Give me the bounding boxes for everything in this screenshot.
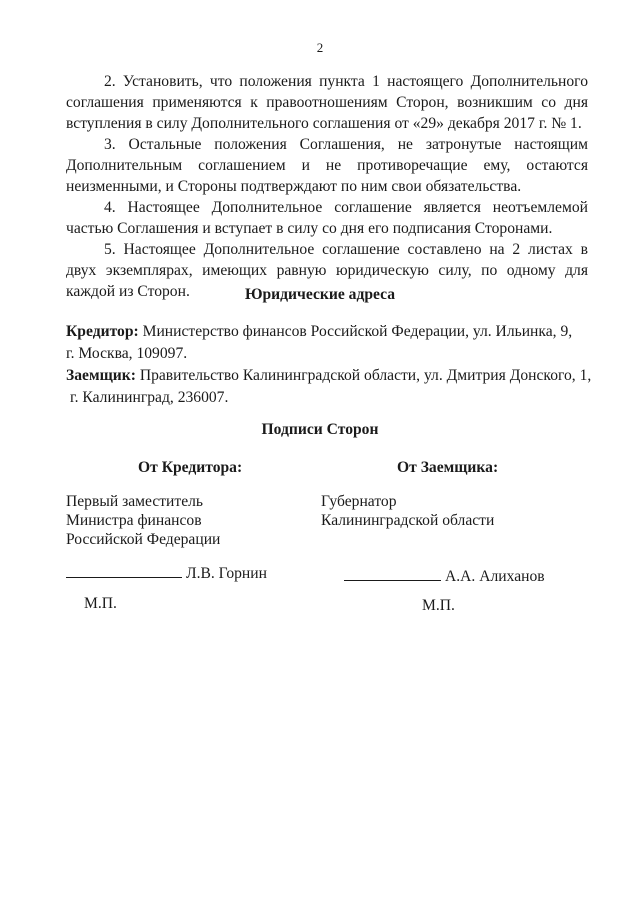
borrower-signatory-name: А.А. Алиханов [445, 568, 545, 585]
borrower-stamp-place: М.П. [422, 597, 455, 614]
paragraph-4: 4. Настоящее Дополнительное соглашение является неотъемлемой частью Соглашения и вступает в силу со дня его подписания Сторонами. [66, 199, 588, 237]
borrower-position-line: Калининградской области [321, 512, 495, 529]
creditor-position-line: Российской Федерации [66, 531, 221, 548]
creditor-address-text: Министерство финансов Российской Федерации, ул. Ильинка, 9, [142, 323, 573, 340]
paragraph-3: 3. Остальные положения Соглашения, не затронутые настоящим Дополнительным соглашением и не противоречащие ему, остаются неизменными, и Стороны подтверждают по ним свои обязательства. [66, 136, 588, 195]
page-number: 2 [316, 40, 324, 55]
addresses-heading: Юридические адреса [244, 286, 396, 303]
creditor-position [66, 492, 220, 549]
creditor-stamp-place: М.П. [84, 595, 117, 612]
signatures-heading: Подписи Сторон [261, 421, 379, 438]
borrower-position [321, 492, 494, 530]
creditor-address [66, 321, 596, 365]
signature-underline [66, 563, 182, 578]
creditor-label: Кредитор: [66, 323, 139, 340]
creditor-signature-heading: От Кредитора: [138, 459, 243, 476]
paragraph-2: 2. Установить, что положения пункта 1 настоящего Дополнительного соглашения применяются к правоотношениям Сторон, возникшим со дня вступления в силу Дополнительного соглашения от «29» декабря 2017 г. № 1. [66, 73, 588, 132]
creditor-position-line: Первый заместитель [66, 493, 204, 510]
borrower-signature-heading: От Заемщика: [397, 459, 499, 476]
borrower-address [66, 365, 596, 409]
creditor-signature-line [66, 563, 267, 583]
creditor-signatory-name: Л.В. Горнин [186, 565, 267, 582]
borrower-address-text: Правительство Калининградской области, ул. Дмитрия Донского, 1, [139, 367, 592, 384]
agreement-body [66, 71, 588, 302]
paragraph-5: 5. Настоящее Дополнительное соглашение составлено на 2 листах в двух экземплярах, имеющих равную юридическую силу, по одному для каждой из Сторон. [66, 241, 588, 300]
signature-underline [344, 566, 441, 581]
borrower-address-city: г. Калининград, 236007. [70, 389, 229, 406]
borrower-signature-line [344, 566, 545, 586]
borrower-label: Заемщик: [66, 367, 136, 384]
creditor-position-line: Министра финансов [66, 512, 202, 529]
creditor-address-city: г. Москва, 109097. [66, 345, 188, 362]
borrower-position-line: Губернатор [321, 493, 397, 510]
